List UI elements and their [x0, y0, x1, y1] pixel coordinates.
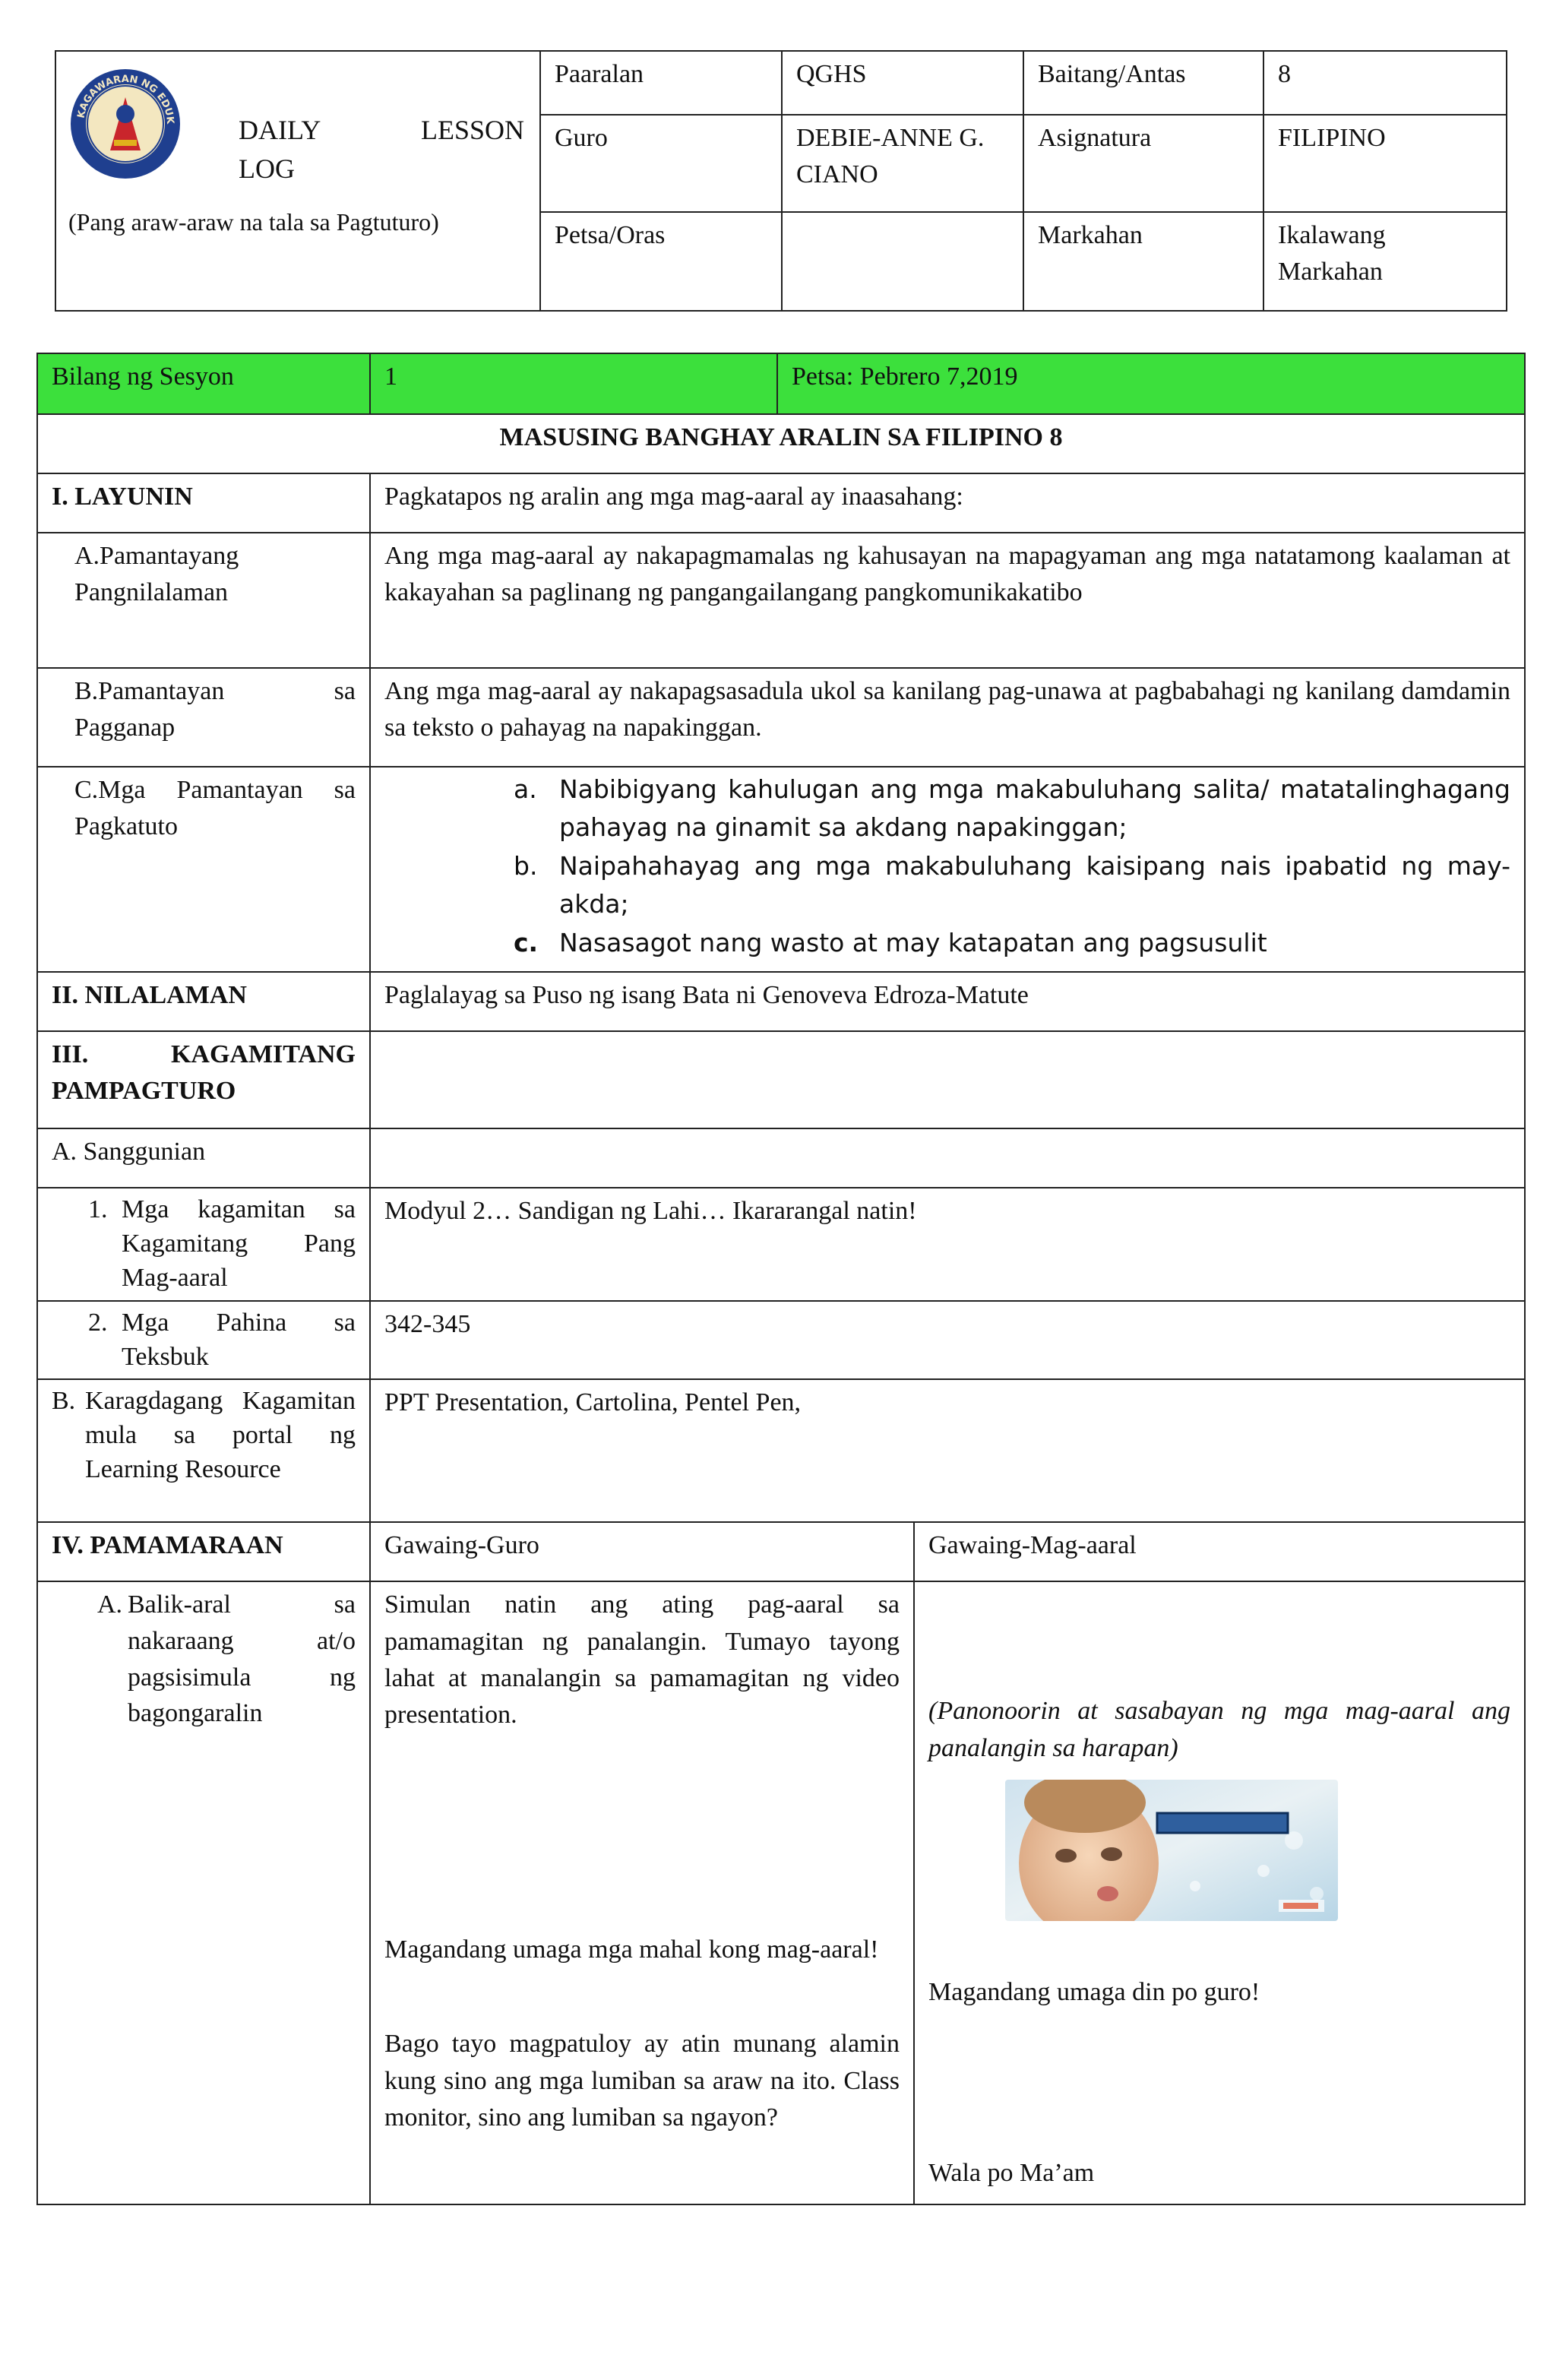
session-value: 1 [370, 353, 777, 414]
kagamitan-empty [370, 1031, 1525, 1128]
kagamitan-item-2-value: 342-345 [370, 1301, 1525, 1380]
layunin-a-label: A.Pamantayang Pangnilalaman [37, 533, 370, 668]
session-row [37, 353, 1525, 414]
list-item [514, 924, 1510, 962]
kagamitan-item-1-value: Modyul 2… Sandigan ng Lahi… Ikararangal natin! [370, 1188, 1525, 1301]
list-item-letter: c. [514, 928, 539, 957]
col-header-magaaral: Gawaing-Mag-aaral [914, 1522, 1525, 1581]
pamamaraan-label: IV. PAMAMARAAN [37, 1522, 370, 1581]
layunin-text: Pagkatapos ng aralin ang mga mag-aaral ay inaasahang: [370, 473, 1525, 533]
header-value-cell: FILIPINO [1263, 115, 1507, 212]
item-label: Balik-aral sa nakaraang at/o pagsisimula ng bagongaralin [128, 1590, 356, 1728]
header-label-cell: Petsa/Oras [540, 212, 782, 311]
layunin-label: I. LAYUNIN [37, 473, 370, 533]
dll-title [239, 111, 524, 188]
sanggunian-label: A. Sanggunian [37, 1128, 370, 1188]
kagamitan-item-1 [37, 1188, 370, 1301]
header-value-cell: 8 [1263, 51, 1507, 115]
gawaing-guro-cell [370, 1581, 914, 2204]
lesson-plan-table [36, 353, 1526, 2205]
dll-subtitle: (Pang araw-araw na tala sa Pagtuturo) [68, 208, 439, 236]
header-value-cell: Ikalawang Markahan [1263, 212, 1507, 311]
item-number: A. [97, 1590, 123, 1619]
dll-title-daily: DAILY [239, 115, 321, 145]
header-label-cell: Asignatura [1023, 115, 1263, 212]
seal-text: KAGAWARAN NG EDUK [75, 73, 176, 125]
header-label-cell: Paaralan [540, 51, 782, 115]
item-number: 2. [88, 1308, 108, 1337]
list-item-text: Naipahahayag ang mga makabuluhang kaisipang nais ipabatid ng may-akda; [559, 851, 1511, 919]
list-item [514, 847, 1510, 923]
video-title-bar [1157, 1813, 1288, 1833]
header-value-cell: QGHS [782, 51, 1023, 115]
student-prayer-note: (Panonoorin at sasabayan ng mga mag-aaral ang panalangin sa harapan) [928, 1697, 1511, 1762]
sanggunian-empty [370, 1128, 1525, 1188]
guro-instruction-prayer: Simulan natin ang ating pag-aaral sa pamamagitan ng panalangin. Tumayo tayong lahat at manalangin sa pamamagitan ng video presentation. [384, 1590, 900, 1730]
layunin-c-list-cell [370, 767, 1525, 972]
layunin-b-text: Ang mga mag-aaral ay nakapagsasadula ukol sa kanilang pag-unawa at pagbabahagi ng kanilang damdamin sa teksto o pahayag na napakinggan. [370, 668, 1525, 767]
nilalaman-text: Paglalayag sa Puso ng isang Bata ni Genoveva Edroza-Matute [370, 972, 1525, 1031]
student-attendance-reply: Wala po Ma’am [928, 2159, 1095, 2188]
header-value-cell: DEBIE-ANNE G. CIANO [782, 115, 1023, 212]
guro-attendance: Bago tayo magpatuloy ay atin munang alamin kung sino ang mga lumiban sa araw na ito. Class monitor, sino ang lumiban sa ngayon? [384, 2030, 900, 2132]
item-label: Karagdagang Kagamitan mula sa portal ng Learning Resource [85, 1387, 356, 1484]
plan-title: MASUSING BANGHAY ARALIN SA FILIPINO 8 [37, 414, 1525, 473]
list-item-letter: b. [514, 851, 538, 881]
balik-aral-cell [37, 1581, 370, 2204]
header-label-cell: Baitang/Antas [1023, 51, 1263, 115]
layunin-a-text: Ang mga mag-aaral ay nakapagmamalas ng kahusayan na mapagyaman ang mga natatamong kaalaman at kakayahan sa paglinang ng pangangailangang pangkomunikakatibo [370, 533, 1525, 668]
dll-title-lesson: LESSON [420, 115, 524, 145]
kagamitan-item-2 [37, 1301, 370, 1380]
student-greeting: Magandang umaga din po guro! [928, 1978, 1260, 2007]
session-date: Petsa: Pebrero 7,2019 [777, 353, 1525, 414]
guro-greeting: Magandang umaga mga mahal kong mag-aaral! [384, 1935, 879, 1964]
item-label: Mga Pahina sa Teksbuk [122, 1308, 356, 1371]
header-label-cell: Markahan [1023, 212, 1263, 311]
kagamitan-b-value: PPT Presentation, Cartolina, Pentel Pen, [370, 1379, 1525, 1522]
header-label-cell: Guro [540, 115, 782, 212]
list-item [514, 771, 1510, 846]
item-number: B. [52, 1387, 76, 1416]
layunin-c-label: C.Mga Pamantayan sa Pagkatuto [37, 767, 370, 972]
list-item-text: Nasasagot nang wasto at may katapatan ang pagsusulit [559, 928, 1267, 957]
header-value-cell [782, 212, 1023, 311]
item-label: Mga kagamitan sa Kagamitang Pang Mag-aaral [122, 1195, 356, 1292]
nilalaman-label: II. NILALAMAN [37, 972, 370, 1031]
kagamitan-label: III. KAGAMITANG PAMPAGTURO [37, 1031, 370, 1128]
session-label: Bilang ng Sesyon [37, 353, 370, 414]
deped-seal-logo [68, 67, 182, 181]
kagamitan-b [37, 1379, 370, 1522]
list-item-letter: a. [514, 774, 537, 804]
list-item-text: Nabibigyang kahulugan ang mga makabuluhang salita/ matatalinghagang pahayag na ginamit sa akdang napakinggan; [559, 774, 1511, 842]
layunin-b-label: B.Pamantayan sa Pagganap [37, 668, 370, 767]
dll-title-log: LOG [239, 153, 295, 185]
item-number: 1. [88, 1195, 108, 1223]
layunin-c-list [514, 771, 1510, 962]
prayer-video-thumbnail [1005, 1780, 1338, 1921]
col-header-guro: Gawaing-Guro [370, 1522, 914, 1581]
